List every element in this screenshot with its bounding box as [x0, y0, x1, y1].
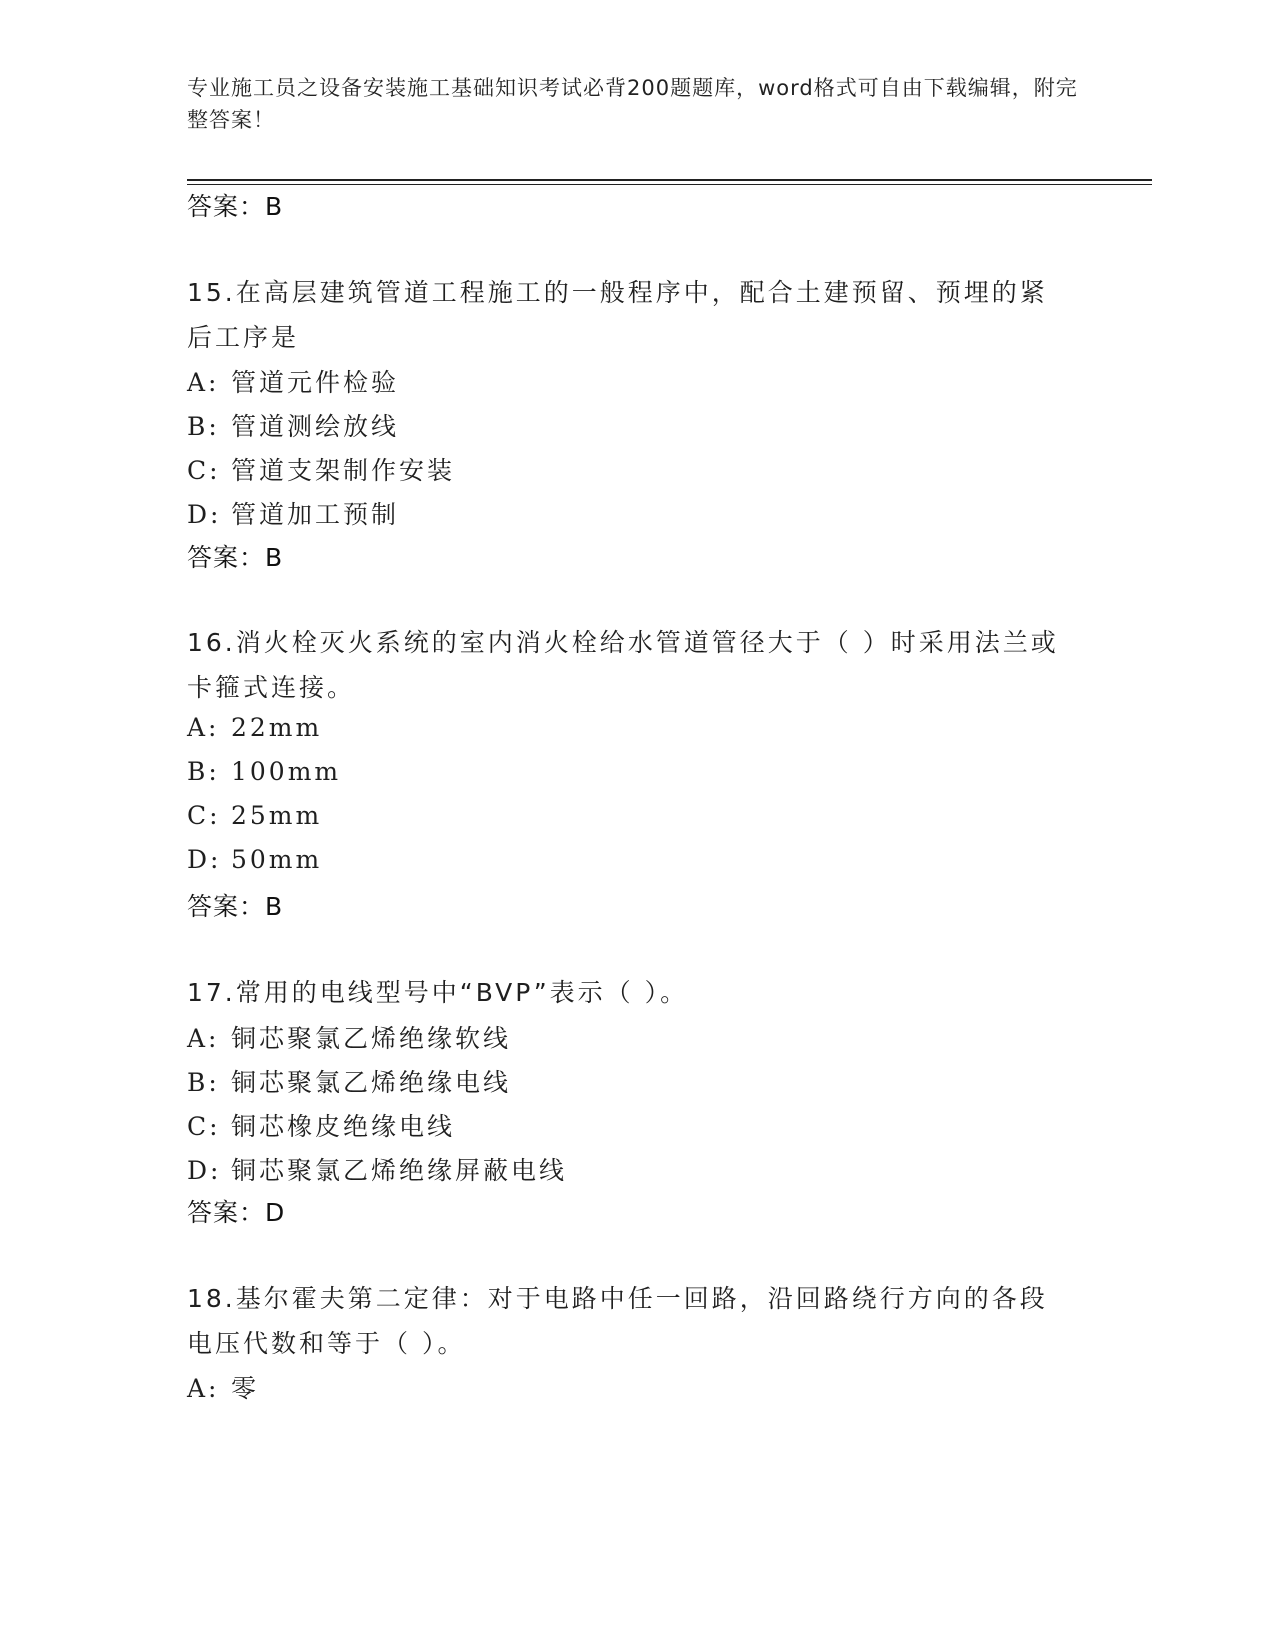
question-16-option-d [187, 845, 322, 874]
answer-q14: 答案：B [187, 192, 284, 221]
question-17-option-b [187, 1063, 511, 1099]
option-text: 零 [231, 1374, 260, 1403]
question-17-option-d [187, 1151, 567, 1187]
option-text: 50mm [231, 845, 323, 874]
option-key: B: [187, 412, 220, 441]
option-text: 管道测绘放线 [231, 412, 400, 441]
question-18-option-a [187, 1369, 259, 1405]
option-text: 25mm [231, 801, 323, 830]
option-key: B: [187, 757, 220, 786]
option-key: A: [187, 368, 220, 397]
option-key: C: [187, 801, 221, 830]
answer-q16: 答案：B [187, 892, 284, 921]
option-key: D: [187, 845, 222, 874]
option-key: B: [187, 1068, 220, 1097]
option-key: A: [187, 713, 220, 742]
option-text: 管道加工预制 [231, 500, 400, 529]
option-key: A: [187, 1374, 220, 1403]
answer-q15: 答案：B [187, 543, 284, 572]
option-key: C: [187, 1112, 221, 1141]
option-text: 铜芯聚氯乙烯绝缘屏蔽电线 [231, 1156, 568, 1185]
option-text: 22mm [231, 713, 323, 742]
question-15-option-c [187, 451, 455, 487]
header-divider-thin [187, 184, 1152, 185]
option-text: 100mm [231, 757, 342, 786]
option-text: 管道支架制作安装 [231, 456, 456, 485]
option-text: 铜芯橡皮绝缘电线 [231, 1112, 456, 1141]
question-16-option-b [187, 757, 341, 786]
question-16-option-a [187, 713, 322, 742]
document-header-title: 专业施工员之设备安装施工基础知识考试必背200题题库，word格式可自由下载编辑，附完整答案！ [187, 76, 1078, 132]
answer-q17: 答案：D [187, 1198, 286, 1227]
question-15-option-d [187, 495, 399, 531]
option-key: D: [187, 1156, 222, 1185]
question-15-option-a [187, 363, 399, 399]
option-key: C: [187, 456, 221, 485]
option-text: 管道元件检验 [231, 368, 400, 397]
question-16-option-c [187, 801, 322, 830]
question-15-stem: 15.在高层建筑管道工程施工的一般程序中，配合土建预留、预埋的紧后工序是 [187, 278, 1048, 352]
option-text: 铜芯聚氯乙烯绝缘电线 [231, 1068, 512, 1097]
question-17-option-a [187, 1019, 511, 1055]
question-15-option-b [187, 407, 399, 443]
option-key: A: [187, 1024, 220, 1053]
option-text: 铜芯聚氯乙烯绝缘软线 [231, 1024, 512, 1053]
question-17-stem: 17.常用的电线型号中“BVP”表示（ ）。 [187, 978, 689, 1007]
question-18-stem: 18.基尔霍夫第二定律：对于电路中任一回路，沿回路绕行方向的各段电压代数和等于（ ）。 [187, 1284, 1048, 1358]
question-17-option-c [187, 1107, 455, 1143]
option-key: D: [187, 500, 222, 529]
header-divider-thick [187, 179, 1152, 181]
question-16-stem: 16.消火栓灭火系统的室内消火栓给水管道管径大于（ ）时采用法兰或卡箍式连接。 [187, 628, 1059, 702]
